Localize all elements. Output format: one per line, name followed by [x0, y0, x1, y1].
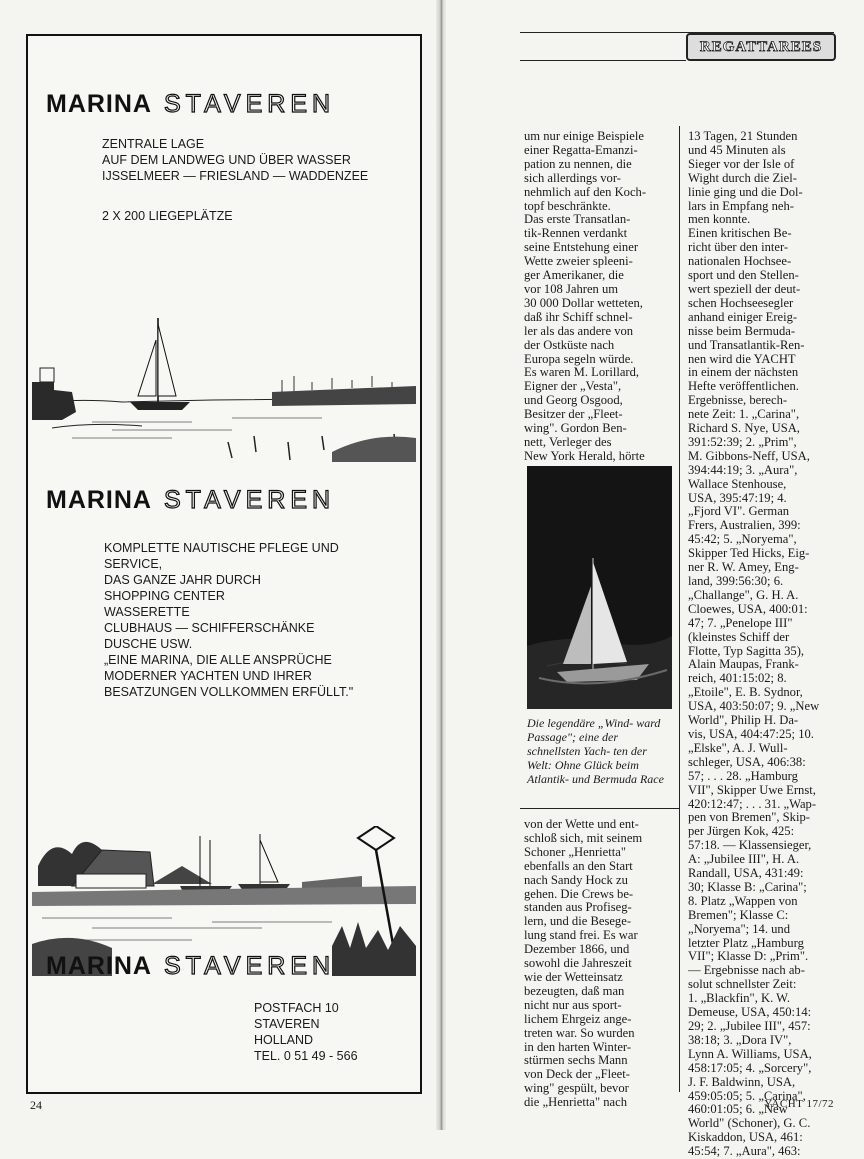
- photo-caption: Die legendäre „Wind- ward Passage"; eine der schnellsten Yach- ten der Welt: Ohne Glück beim Atlantik- und Bermuda Race: [527, 716, 664, 786]
- ad-line: IJSSELMEER — FRIESLAND — WADDENZEE: [102, 169, 369, 183]
- services-text: [104, 540, 353, 700]
- ad-line: DUSCHE USW.: [104, 637, 193, 651]
- ad-line: POSTFACH 10: [254, 1001, 339, 1015]
- ad-line: MODERNER YACHTEN UND IHRER: [104, 669, 312, 683]
- ad-line: ZENTRALE LAGE: [102, 137, 205, 151]
- ad-line: SERVICE,: [104, 557, 163, 571]
- brand-header-top: [46, 90, 335, 119]
- marina-staveren-advertisement: [26, 34, 422, 1094]
- ad-line: TEL. 0 51 49 - 566: [254, 1049, 358, 1063]
- harbour-illustration: [32, 312, 416, 462]
- brand-bold: MARINA: [46, 952, 152, 980]
- ad-line: BESATZUNGEN VOLLKOMMEN ERFÜLLT.": [104, 685, 354, 699]
- brand-header-middle: [46, 486, 335, 515]
- ad-line: „EINE MARINA, DIE ALLE ANSPRÜCHE: [104, 653, 332, 667]
- sailboat-image: [527, 466, 672, 709]
- brand-outline: STAVEREN: [164, 90, 336, 118]
- brand-header-bottom: [46, 952, 335, 981]
- ad-line: CLUBHAUS — SCHIFFERSCHÄNKE: [104, 621, 315, 635]
- brand-bold: MARINA: [46, 90, 152, 118]
- ad-line: SHOPPING CENTER: [104, 589, 225, 603]
- section-logo: [686, 33, 836, 61]
- brand-outline: STAVEREN: [164, 486, 336, 514]
- yacht-photo: [527, 466, 672, 709]
- page-number: 24: [30, 1098, 42, 1112]
- page-gutter: [436, 0, 446, 1130]
- brand-bold: MARINA: [46, 486, 152, 514]
- section-logo-text: REGATTAREES: [699, 38, 823, 55]
- magazine-footer: YACHT 17/72: [764, 1098, 834, 1110]
- brand-outline: STAVEREN: [164, 952, 336, 980]
- address-text: [254, 1000, 358, 1064]
- article-column-1-top: um nur einige Beispiele einer Regatta-Emanzi- pation zu nennen, die sich allerdings vor- nehmlich auf den Koch- topf beschränkte. Das erste Transatlan- tik-Rennen verdankt seine Entstehung einer Wette zweier spleeni- ger Amerikaner, die vor 108 Jahren um 30 000 Dollar wetteten, daß ihr Schiff schnel- ler als das andere von der Ostküste nach Europa segeln würde. Es waren M. Lorillard, Eigner der „Vesta", und Georg Osgood, Besitzer der „Fleet- wing". Gordon Ben- nett, Verleger des New York Herald, hörte: [524, 129, 647, 463]
- ad-line: AUF DEM LANDWEG UND ÜBER WASSER: [102, 153, 351, 167]
- article-column-2: 13 Tagen, 21 Stunden und 45 Minuten als Sieger vor der Isle of Wight durch die Ziel- linie ging und die Dol- lars in Empfang neh- men konnte. Einen kritischen Be- richt über den inter- nationalen Hochsee- sport und den Stellen- wert speziell der deut- schen Hochseesegler anhand einiger Ereig- nisse beim Bermuda- und Transatlantik-Ren- nen wird die YACHT in einem der nächsten Hefte veröffentlichen. Ergebnisse, berech- nete Zeit: 1. „Carina", Richard S. Nye, USA, 391:52:39; 2. „Prim", M. Gibbons-Neff, USA, 394:44:19; 3. „Aura", Wallace Stenhouse, USA, 395:47:19; 4. „Fjord VI". German Frers, Australien, 399: 45:42; 5. „Noryema", Skipper Ted Hicks, Eig- ner R. W. Amey, Eng- land, 399:56:30; 6. „Challange", G. H. A. Cloewes, USA, 400:01: 47; 7. „Penelope III" (kleinstes Schiff der Flotte, Typ Sagitta 35), Alain Maupas, Frank- reich, 401:15:02; 8. „Etoile", E. B. Sydnor, USA, 403:50:07; 9. „New World", Philip H. Da- vis, USA, 404:47:25; 10. „Elske", A. J. Wull- schleger, USA, 406:38: 57; . . . 28. „Hamburg VII", Skipper Uwe Ernst, 420:12:47; . . . 31. „Wap- pen von Bremen", Skip- per Jürgen Kok, 425: 57:18. — Klassensieger, A: „Jubilee III", H. A. Randall, USA, 431:49: 30; Klasse B: „Carina"; 8. Platz „Wappen von Bremen"; Klasse C: „Noryema"; 14. und letzter Platz „Hamburg VII"; Klasse D: „Prim". — Ergebnisse nach ab- solut schnellster Zeit: 1. „Blackfin", K. W. Demeuse, USA, 450:14: 29; 2. „Jubilee III", 457: 38:18; 3. „Dora IV", Lynn A. Williams, USA, 458:17:05; 4. „Sorcery", J. F. Baldwinn, USA, 459:05:05; 5. „Carina", 460:01:05; 6. „New World" (Schoner), G. C. Kiskaddon, USA, 461: 45:54; 7. „Aura", 463:: [688, 129, 820, 1159]
- ad-line: WASSERETTE: [104, 605, 190, 619]
- article-column-1-bottom: von der Wette und ent- schloß sich, mit seinem Schoner „Henrietta" ebenfalls an den Start nach Sandy Hock zu gehen. Die Crews be- standen aus Profiseg- lern, und die Besege- lung stand frei. Es war Dezember 1866, und sowohl die Jahreszeit wie der Wetteinsatz bezeugten, daß man nicht nur aus sport- lichem Ehrgeiz ange- treten war. So wurden in den harten Winter- stürmen sechs Mann von Deck der „Fleet- wing" gespült, bevor die „Henrietta" nach: [524, 817, 643, 1110]
- location-text: [102, 136, 368, 184]
- ad-line: HOLLAND: [254, 1033, 314, 1047]
- berths-text: 2 X 200 LIEGEPLÄTZE: [102, 209, 233, 223]
- ad-line: DAS GANZE JAHR DURCH: [104, 573, 261, 587]
- ad-line: KOMPLETTE NAUTISCHE PFLEGE UND: [104, 541, 339, 555]
- ad-line: STAVEREN: [254, 1017, 320, 1031]
- column-separator: [679, 126, 680, 1092]
- header-rule: [520, 60, 686, 61]
- caption-rule: [520, 808, 679, 809]
